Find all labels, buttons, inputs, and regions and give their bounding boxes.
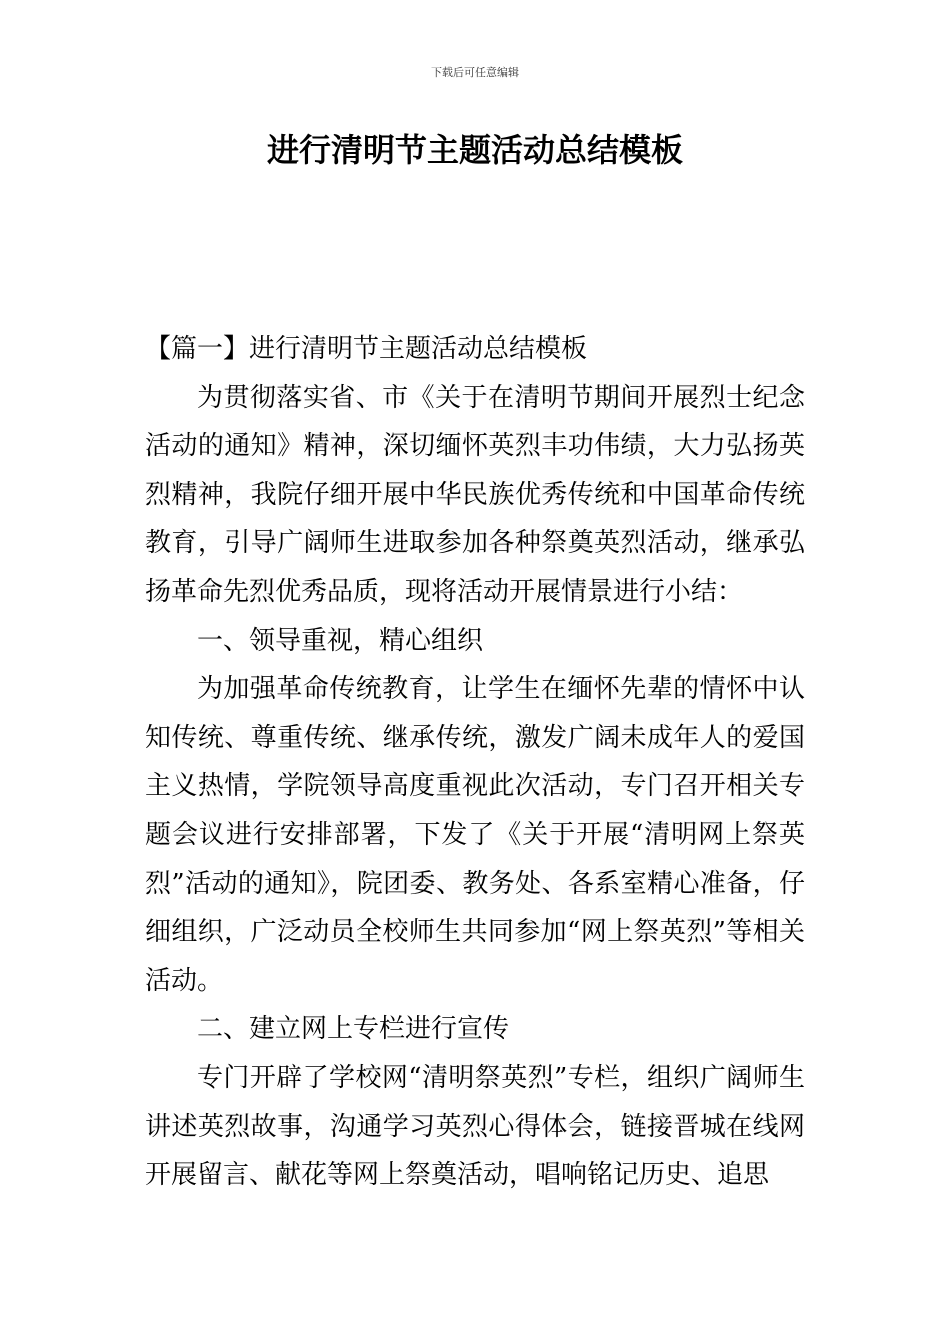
header-note: 下载后可任意编辑 [431,66,519,79]
body-paragraph: 为贯彻落实省、市《关于在清明节期间开展烈士纪念活动的通知》精神，深切缅怀英烈丰功伟绩，大力弘扬英烈精神，我院仔细开展中华民族优秀传统和中国革命传统教育，引导广阔师生进取参加各种祭奠英烈活动，继承弘扬革命先烈优秀品质，现将活动开展情景进行小结： [145,382,805,607]
section-heading: 二、建立网上专栏进行宣传 [197,1014,510,1045]
document-body [145,325,805,1200]
body-paragraph: 专门开辟了学校网“清明祭英烈”专栏，组织广阔师生讲述英烈故事，沟通学习英烈心得体会，链接晋城在线网开展留言、献花等网上祭奠活动，唱响铭记历史、追思 [145,1062,805,1191]
document-title: 进行清明节主题活动总结模板 [266,131,683,169]
body-paragraph: 为加强革命传统教育，让学生在缅怀先辈的情怀中认知传统、尊重传统、继承传统，激发广阔未成年人的爱国主义热情，学院领导高度重视此次活动，专门召开相关专题会议进行安排部署，下发了《关于开展“清明网上祭英烈”活动的通知》，院团委、教务处、各系室精心准备，仔细组织，广泛动员全校师生共同参加“网上祭英烈”等相关活动。 [145,674,805,996]
section-heading: 一、领导重视，精心组织 [197,625,484,656]
subtitle-paragraph: 【篇一】进行清明节主题活动总结模板 [145,334,588,364]
